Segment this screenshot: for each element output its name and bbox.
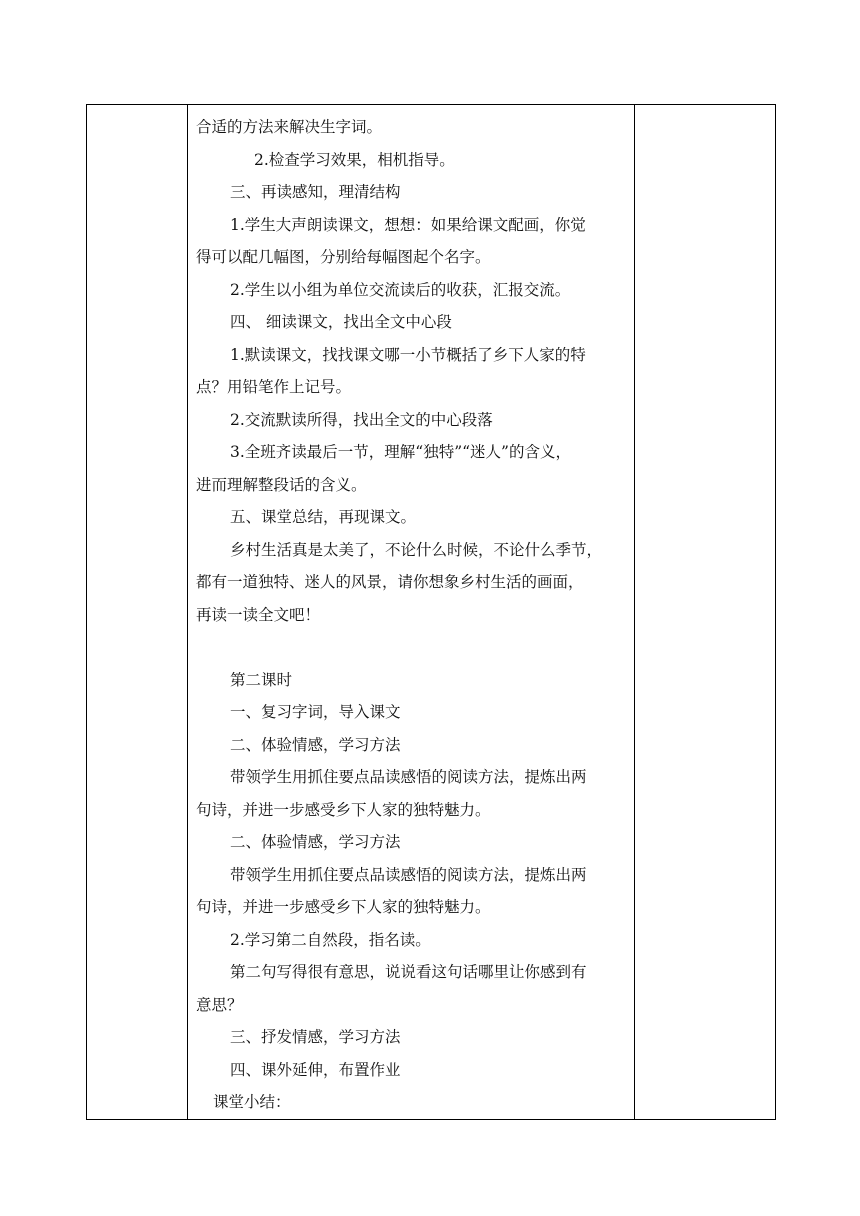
text-line: 点？用铅笔作上记号。: [196, 378, 352, 396]
lesson-plan-table: [86, 104, 776, 1120]
table-row: [87, 105, 776, 1120]
text-line: 2.检查学习效果，相机指导。: [254, 150, 455, 169]
text-line: 三、再读感知，理清结构: [230, 183, 401, 201]
text-line: 带领学生用抓住要点品读感悟的阅读方法，提炼出两: [230, 865, 587, 884]
text-line: 二、体验情感，学习方法: [230, 735, 401, 754]
text-line: 第二课时: [230, 670, 293, 689]
text-line: 第二句写得很有意思，说说看这句话哪里让你感到有: [230, 963, 587, 981]
lesson-content: [188, 105, 634, 1119]
text-line: 再读一读全文吧！: [196, 605, 321, 624]
text-line: 意思？: [196, 995, 243, 1014]
right-column-cell: [635, 105, 776, 1120]
text-line: 三、抒发情感，学习方法: [230, 1028, 401, 1046]
text-line: 2.交流默读所得，找出全文的中心段落: [230, 410, 493, 429]
main-content-cell: [188, 105, 635, 1120]
text-line: 合适的方法来解决生字词。: [196, 118, 383, 136]
text-line: 得可以配几幅图，分别给每幅图起个名字。: [196, 248, 491, 266]
text-line: 2.学习第二自然段，指名读。: [230, 930, 431, 949]
text-line: 1.默读课文，找找课文哪一小节概括了乡下人家的特: [230, 345, 586, 364]
text-line: 都有一道独特、迷人的风景，请你想象乡村生活的画面，: [196, 573, 584, 591]
text-line: 带领学生用抓住要点品读感悟的阅读方法，提炼出两: [230, 768, 587, 786]
text-line: 四、课外延伸，布置作业: [230, 1060, 401, 1079]
text-line: 四、 细读课文，找出全文中心段: [230, 313, 452, 331]
text-line: 二、体验情感，学习方法: [230, 833, 401, 851]
text-line: 句诗，并进一步感受乡下人家的独特魅力。: [196, 898, 491, 916]
text-line: 五、课堂总结，再现课文。: [230, 508, 417, 526]
text-line: 2.学生以小组为单位交流读后的收获，汇报交流。: [230, 280, 571, 299]
blank-line: [196, 631, 626, 664]
left-column-cell: [87, 105, 188, 1120]
text-line: 进而理解整段话的含义。: [196, 475, 367, 494]
text-line: 句诗，并进一步感受乡下人家的独特魅力。: [196, 800, 491, 819]
text-line: 1.学生大声朗读课文，想想：如果给课文配画，你觉: [230, 215, 586, 234]
text-line: 一、复习字词，导入课文: [230, 703, 401, 721]
text-line: 乡村生活真是太美了，不论什么时候，不论什么季节，: [230, 540, 603, 559]
text-line: 课堂小结：: [213, 1093, 291, 1111]
text-line: 3.全班齐读最后一节，理解“独特”“迷人”的含义，: [230, 443, 571, 461]
